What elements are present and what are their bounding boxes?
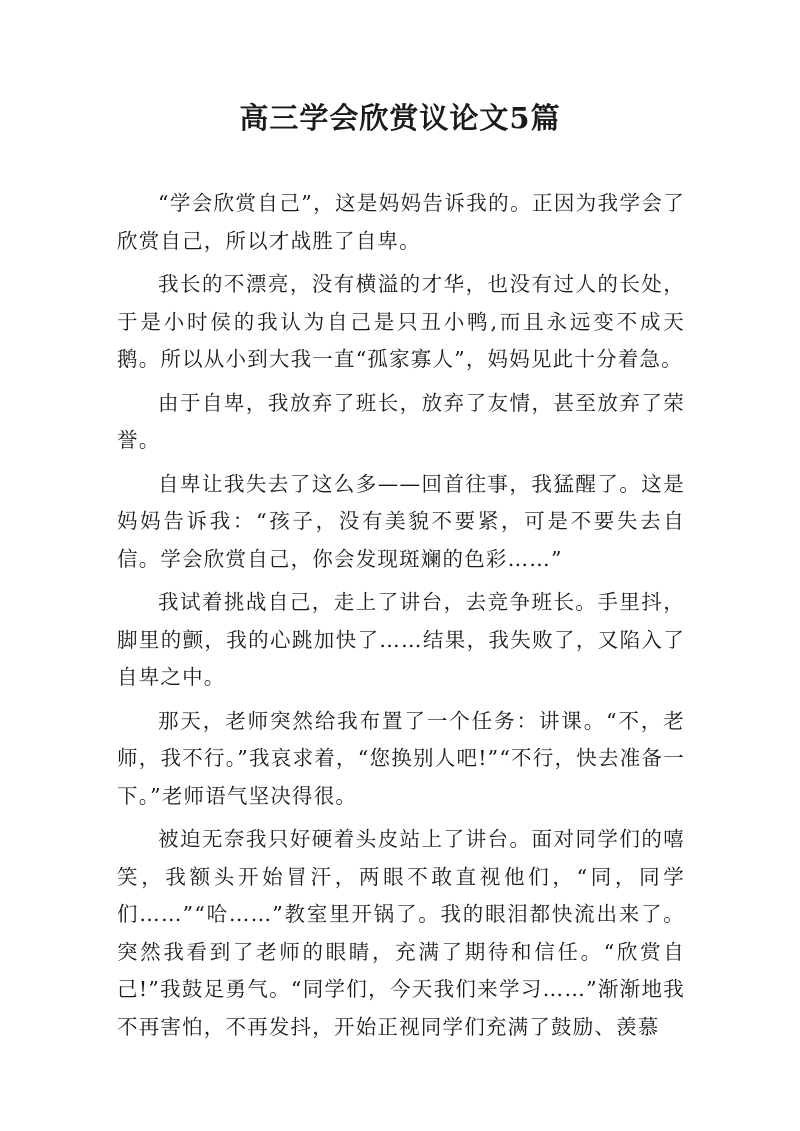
paragraph: 被迫无奈我只好硬着头皮站上了讲台。面对同学们的嘻笑，我额头开始冒汗，两眼不敢直视他们，“同，同学们……”“哈……”教室里开锅了。我的眼泪都快流出来了。突然我看到了老师的眼睛，充满了期待和信任。“欣赏自己!”我鼓足勇气。“同学们，今天我们来学习……”渐渐地我不再害怕，不再发抖，开始正视同学们充满了鼓励、羡慕 bbox=[117, 827, 685, 1039]
document-body bbox=[117, 185, 685, 1052]
paragraph: 我试着挑战自己，走上了讲台，去竞争班长。手里抖，脚里的颤，我的心跳加快了……结果，我失败了，又陷入了自卑之中。 bbox=[117, 590, 685, 689]
paragraph: 自卑让我失去了这么多——回首往事，我猛醒了。这是妈妈告诉我：“孩子，没有美貌不要紧，可是不要失去自信。学会欣赏自己，你会发现斑斓的色彩……” bbox=[117, 471, 685, 571]
paragraph: 我长的不漂亮，没有横溢的才华，也没有过人的长处，于是小时侯的我认为自己是只丑小鸭,而且永远变不成天鹅。所以从小到大我一直“孤家寡人”，妈妈见此十分着急。 bbox=[117, 272, 685, 371]
paragraph: 由于自卑，我放弃了班长，放弃了友情，甚至放弃了荣誉。 bbox=[117, 390, 685, 452]
paragraph: 那天，老师突然给我布置了一个任务：讲课。“不，老师，我不行。”我哀求着，“您换别人吧!”“不行，快去准备一下。”老师语气坚决得很。 bbox=[117, 708, 685, 808]
document-title: 高三学会欣赏议论文5篇 bbox=[239, 101, 561, 135]
paragraph: “学会欣赏自己”，这是妈妈告诉我的。正因为我学会了欣赏自己，所以才战胜了自卑。 bbox=[117, 191, 685, 253]
